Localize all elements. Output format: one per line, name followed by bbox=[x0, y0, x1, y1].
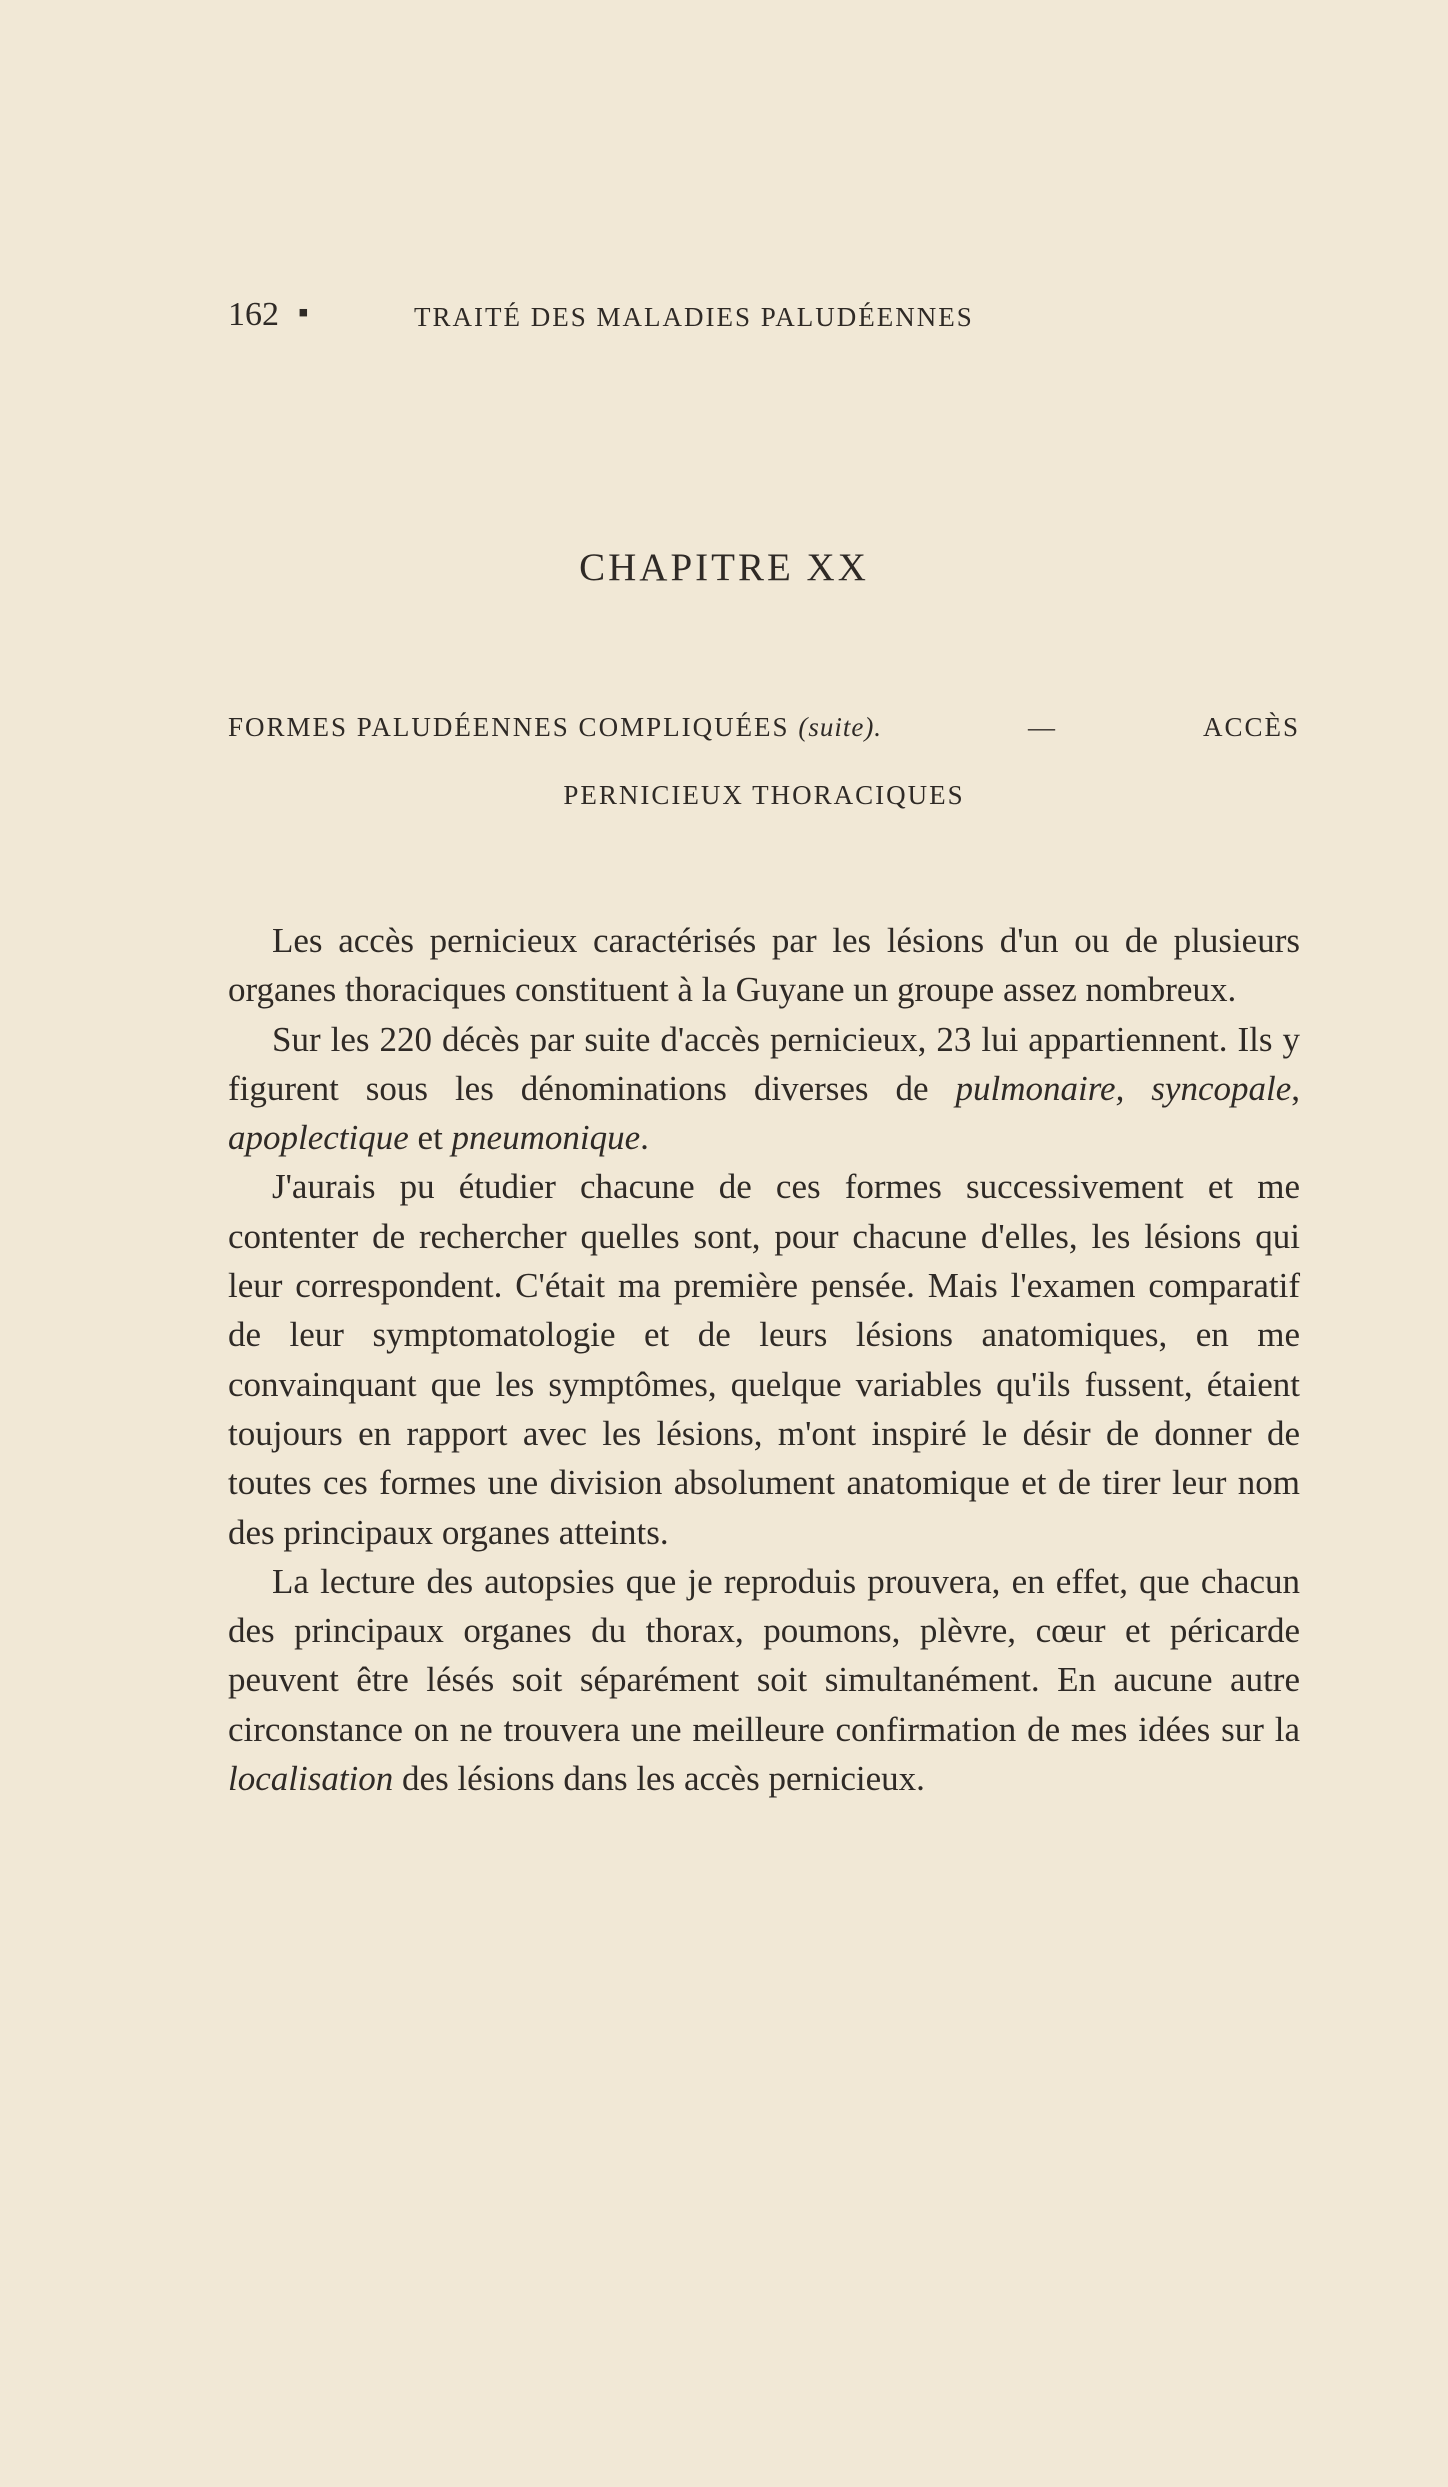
body-text bbox=[228, 916, 1300, 1803]
paragraph-2-text-start: Sur les 220 décès par suite d'accès pernicieux, 23 lui appartiennent. Ils y figurent sous les dénominations diverses de bbox=[228, 1019, 1300, 1108]
subtitle-part-2: ACCÈS bbox=[1202, 712, 1300, 742]
chapter-subtitle bbox=[228, 693, 1300, 829]
running-head bbox=[228, 296, 1058, 336]
subtitle-suite: (suite). bbox=[798, 712, 883, 742]
paragraph-4-text-start: La lecture des autopsies que je reproduis prouvera, en effet, que chacun des principaux organes du thorax, poumons, plèvre, cœur et péricarde peuvent être lésés soit séparément soit simultanément. En aucune autre circonstance on ne trouvera une meilleure confirmation de mes idées sur la bbox=[228, 1561, 1300, 1749]
paragraph-2-term-1: pulmonaire, syncopale bbox=[955, 1068, 1292, 1108]
paragraph-4-term: localisation bbox=[228, 1759, 394, 1799]
paragraph-2-term-3: pneumonique bbox=[451, 1118, 641, 1158]
running-title: TRAITÉ DES MALADIES PALUDÉENNES bbox=[414, 302, 974, 332]
chapter-title: CHAPITRE XX bbox=[579, 546, 869, 589]
paragraph-2-text-end: . bbox=[640, 1118, 649, 1158]
paragraph-3: J'aurais pu étudier chacune de ces formes successivement et me contenter de rechercher quelles sont, pour chacune d'elles, les lésions qui leur correspondent. C'était ma première pensée. Mais l'examen comparatif de leur symptomatologie et de leurs lésions anatomiques, en me convainquant que les symptômes, quelque variables qu'ils fussent, étaient toujours en rapport avec les lésions, m'ont inspiré le désir de donner de toutes ces formes une division absolument anatomique et de tirer leur nom des principaux organes atteints. bbox=[228, 1167, 1300, 1552]
subtitle-part-1: FORMES PALUDÉENNES COMPLIQUÉES bbox=[228, 712, 790, 742]
chapter-subtitle-line-2: PERNICIEUX THORACIQUES bbox=[563, 780, 965, 810]
paragraph-4-text-end: des lésions dans les accès pernicieux. bbox=[393, 1759, 925, 1799]
subtitle-group-left bbox=[228, 693, 882, 761]
paragraph-2-separator-1: , bbox=[1291, 1068, 1300, 1108]
ornament-dot: ▪ bbox=[298, 296, 311, 329]
chapter-subtitle-line-1 bbox=[228, 693, 1300, 761]
paragraph-2-term-2: apoplectique bbox=[228, 1118, 409, 1158]
paragraph-2-separator-2: et bbox=[408, 1118, 452, 1158]
page-number: 162 bbox=[228, 296, 279, 333]
paragraph-1: Les accès pernicieux caractérisés par les lésions d'un ou de plusieurs organes thoraciques constituent à la Guyane un groupe assez nombreux. bbox=[228, 921, 1300, 1010]
subtitle-dash: — bbox=[1028, 712, 1058, 742]
paragraph-2 bbox=[228, 1015, 1300, 1163]
paragraph-4 bbox=[228, 1557, 1300, 1803]
